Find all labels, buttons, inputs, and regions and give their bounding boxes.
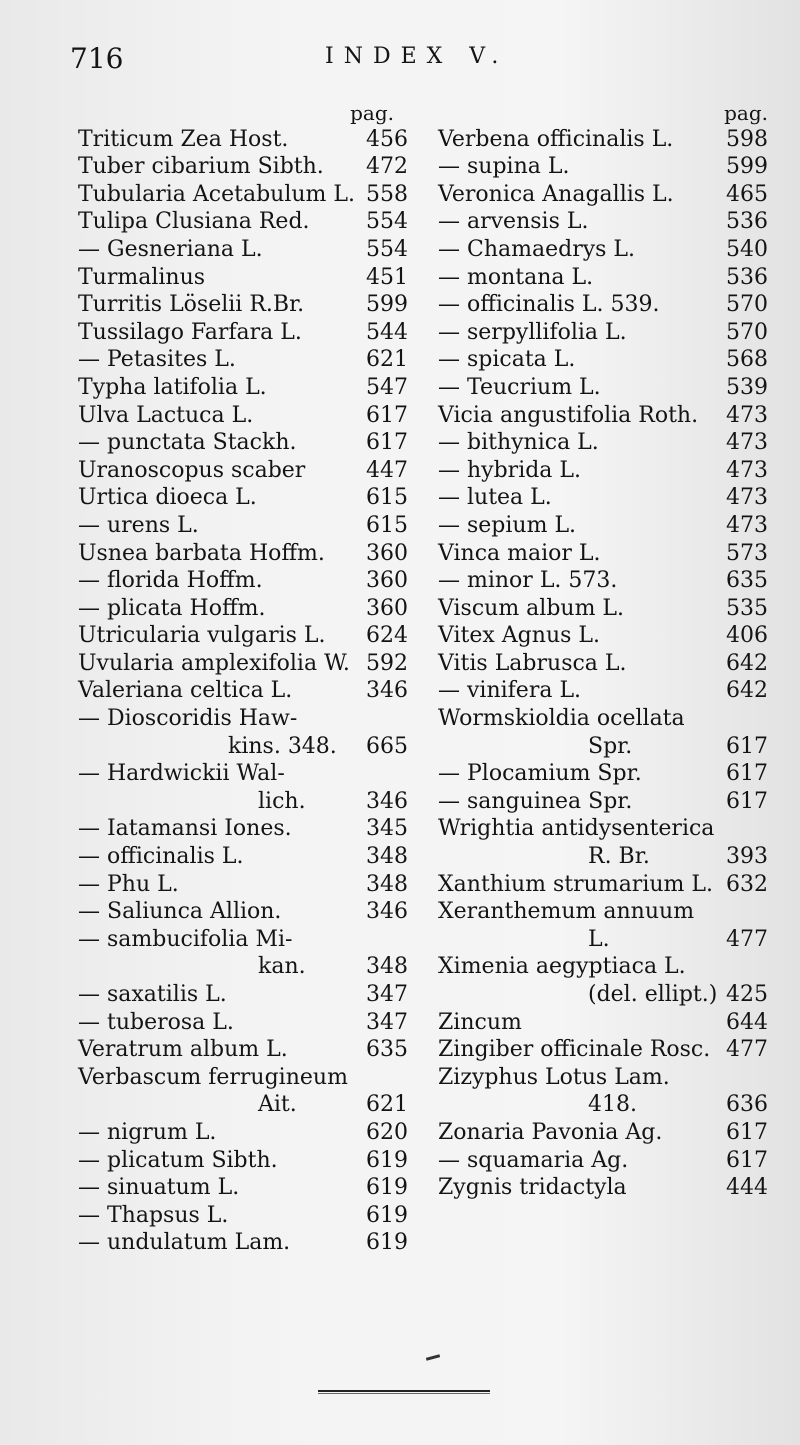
entry-name: — squamaria Ag. <box>438 1147 629 1173</box>
entry-name: — saxatilis L. <box>78 982 227 1007</box>
entry-page: 615 <box>366 485 408 511</box>
index-entry <box>438 402 768 430</box>
entry-name: Wormskioldia ocellata <box>438 706 685 732</box>
entry-page: 406 <box>726 623 768 649</box>
entry-page: 599 <box>366 292 408 318</box>
entry-page: 665 <box>366 733 408 759</box>
entry-page: 617 <box>726 788 768 814</box>
pag-label-left: pag. <box>350 101 394 125</box>
entry-name: — Hardwickii Wal- <box>78 761 285 787</box>
entry-page: 473 <box>726 457 768 483</box>
index-entry <box>438 1174 768 1202</box>
entry-name: R. Br. <box>588 844 650 870</box>
entry-page: 635 <box>726 568 768 594</box>
ink-mark <box>426 1354 440 1361</box>
entry-name: Urtica dioeca L. <box>78 485 257 511</box>
entry-name: Verbascum ferrugineum <box>78 1064 348 1090</box>
entry-page: 346 <box>366 788 408 814</box>
index-entry <box>438 484 768 512</box>
entry-name: — arvensis L. <box>438 209 589 235</box>
index-entry <box>78 595 408 623</box>
pag-label-right: pag. <box>724 101 768 125</box>
index-entry <box>78 567 408 595</box>
index-entry <box>78 540 408 568</box>
entry-name: — vinifera L. <box>438 678 582 704</box>
entry-page: 536 <box>726 264 768 290</box>
entry-name: Xeranthemum annuum <box>438 899 695 925</box>
entry-page: 635 <box>366 1037 408 1063</box>
index-entry <box>78 650 408 678</box>
entry-name: — urens L. <box>78 512 199 538</box>
entry-name: — supina L. <box>438 154 570 180</box>
entry-name: Tussilago Farfara L. <box>78 319 302 345</box>
entry-name: — Teucrium L. <box>438 374 601 400</box>
entry-page: 547 <box>366 374 408 400</box>
index-entry <box>438 1036 768 1064</box>
entry-name: — sinuatum L. <box>78 1175 240 1201</box>
index-entry <box>438 622 768 650</box>
entry-name: — sambucifolia Mi- <box>78 926 293 952</box>
index-entry <box>78 236 408 264</box>
index-entry <box>438 346 768 374</box>
entry-name: L. <box>588 926 610 952</box>
entry-name: Zincum <box>438 1009 522 1035</box>
entry-name: Vinca maior L. <box>438 540 601 566</box>
index-column-right <box>438 98 768 1202</box>
index-entry <box>78 981 408 1009</box>
page-number: 716 <box>70 42 124 75</box>
entry-name: Valeriana celtica L. <box>78 678 293 704</box>
index-entry <box>438 457 768 485</box>
index-entry <box>78 264 408 292</box>
entry-page: 473 <box>726 430 768 456</box>
right-entries <box>438 126 768 1202</box>
index-entry <box>78 208 408 236</box>
index-entry <box>438 540 768 568</box>
entry-page: 360 <box>366 568 408 594</box>
entry-page: 472 <box>366 154 408 180</box>
entry-name: Zonaria Pavonia Ag. <box>438 1119 663 1145</box>
index-entry <box>78 291 408 319</box>
entry-page: 644 <box>726 1009 768 1035</box>
entry-name: Tulipa Clusiana Red. <box>78 209 310 235</box>
index-entry <box>78 429 408 457</box>
entry-name: Turritis Löselii R.Br. <box>78 292 305 318</box>
entry-page: 619 <box>366 1147 408 1173</box>
entry-page: 617 <box>366 430 408 456</box>
entry-page: 348 <box>366 954 408 980</box>
entry-page: 617 <box>726 761 768 787</box>
index-entry <box>78 1174 408 1202</box>
entry-name: — minor L. 573. <box>438 568 618 594</box>
index-entry <box>438 1064 768 1092</box>
index-entry <box>78 126 408 154</box>
entry-name: Tuber cibarium Sibth. <box>78 154 324 180</box>
entry-name: kan. <box>258 954 306 980</box>
entry-page: 393 <box>726 844 768 870</box>
entry-page: 345 <box>366 816 408 842</box>
entry-page: 619 <box>366 1230 408 1256</box>
entry-name: Utricularia vulgaris L. <box>78 623 326 649</box>
index-entry <box>78 181 408 209</box>
index-entry <box>78 1064 408 1092</box>
index-entry <box>78 1119 408 1147</box>
index-entry <box>78 402 408 430</box>
entry-name: (del. ellipt.) <box>588 982 718 1007</box>
entry-page: 539 <box>726 374 768 400</box>
index-entry <box>438 705 768 733</box>
closing-rule-shadow <box>318 1393 490 1394</box>
entry-page: 624 <box>366 623 408 649</box>
entry-page: 544 <box>366 319 408 345</box>
entry-name: — undulatum Lam. <box>78 1230 291 1256</box>
entry-name: — sanguinea Spr. <box>438 788 633 814</box>
entry-page: 636 <box>726 1092 768 1118</box>
entry-name: Zingiber officinale Rosc. <box>438 1037 711 1063</box>
index-entry <box>78 512 408 540</box>
index-entry <box>438 236 768 264</box>
index-entry <box>78 815 408 843</box>
index-entry <box>438 815 768 843</box>
entry-name: — punctata Stackh. <box>78 430 297 456</box>
index-entry <box>78 319 408 347</box>
entry-name: — Phu L. <box>78 871 179 897</box>
index-entry <box>78 677 408 705</box>
entry-name: — nigrum L. <box>78 1119 217 1145</box>
index-entry <box>78 1091 408 1119</box>
entry-name: Xanthium strumarium L. <box>438 871 713 897</box>
entry-name: — florida Hoffm. <box>78 568 263 594</box>
index-entry <box>78 484 408 512</box>
entry-name: Typha latifolia L. <box>78 374 267 400</box>
entry-page: 632 <box>726 871 768 897</box>
index-entry <box>438 1009 768 1037</box>
entry-page: 598 <box>726 126 768 152</box>
entry-name: — Saliunca Allion. <box>78 899 282 925</box>
entry-page: 642 <box>726 678 768 704</box>
index-entry <box>78 346 408 374</box>
entry-page: 621 <box>366 1092 408 1118</box>
entry-name: Zygnis tridactyla <box>438 1175 627 1201</box>
entry-page: 617 <box>726 1147 768 1173</box>
index-entry <box>438 1091 768 1119</box>
index-entry <box>78 926 408 954</box>
index-entry <box>438 733 768 761</box>
entry-page: 642 <box>726 650 768 676</box>
index-entry <box>438 953 768 981</box>
entry-name: Vitis Labrusca L. <box>438 650 627 676</box>
entry-name: — officinalis L. 539. <box>438 292 660 318</box>
entry-page: 347 <box>366 982 408 1007</box>
entry-name: — Thapsus L. <box>78 1202 229 1228</box>
entry-page: 348 <box>366 871 408 897</box>
entry-page: 473 <box>726 512 768 538</box>
index-entry <box>438 319 768 347</box>
index-entry <box>438 567 768 595</box>
entry-page: 554 <box>366 209 408 235</box>
index-entry <box>438 871 768 899</box>
index-entry <box>78 898 408 926</box>
index-entry <box>78 1009 408 1037</box>
entry-page: 540 <box>726 236 768 262</box>
entry-name: — montana L. <box>438 264 594 290</box>
index-entry <box>78 788 408 816</box>
index-entry <box>438 126 768 154</box>
entry-page: 615 <box>366 512 408 538</box>
index-entry <box>78 1036 408 1064</box>
index-entry <box>78 953 408 981</box>
index-entry <box>78 1202 408 1230</box>
entry-name: — Gesneriana L. <box>78 236 263 262</box>
entry-name: lich. <box>258 788 306 814</box>
index-entry <box>78 374 408 402</box>
index-entry <box>438 981 768 1009</box>
entry-name: Uranoscopus scaber <box>78 457 306 483</box>
running-head: INDEX V. <box>325 44 509 69</box>
entry-page: 570 <box>726 319 768 345</box>
entry-page: 444 <box>726 1175 768 1201</box>
entry-name: Usnea barbata Hoffm. <box>78 540 325 566</box>
index-entry <box>438 788 768 816</box>
entry-page: 617 <box>366 402 408 428</box>
entry-name: — Plocamium Spr. <box>438 761 642 787</box>
index-entry <box>438 512 768 540</box>
index-entry <box>438 264 768 292</box>
index-entry <box>438 181 768 209</box>
entry-name: Vitex Agnus L. <box>438 623 600 649</box>
index-entry <box>438 926 768 954</box>
entry-page: 347 <box>366 1009 408 1035</box>
entry-name: Ait. <box>258 1092 297 1118</box>
index-entry <box>438 898 768 926</box>
entry-name: — lutea L. <box>438 485 552 511</box>
entry-page: 568 <box>726 347 768 373</box>
entry-page: 592 <box>366 650 408 676</box>
entry-page: 536 <box>726 209 768 235</box>
index-entry <box>438 208 768 236</box>
entry-name: Spr. <box>588 733 633 759</box>
index-entry <box>78 1229 408 1257</box>
entry-name: — plicatum Sibth. <box>78 1147 278 1173</box>
entry-name: Viscum album L. <box>438 595 625 621</box>
entry-page: 617 <box>726 1119 768 1145</box>
index-entry <box>78 457 408 485</box>
index-entry <box>78 153 408 181</box>
index-entry <box>438 843 768 871</box>
entry-name: — bithynica L. <box>438 430 599 456</box>
entry-page: 619 <box>366 1202 408 1228</box>
index-entry <box>438 677 768 705</box>
entry-page: 619 <box>366 1175 408 1201</box>
entry-page: 456 <box>366 126 408 152</box>
entry-page: 451 <box>366 264 408 290</box>
entry-name: — tuberosa L. <box>78 1009 234 1035</box>
index-entry <box>438 760 768 788</box>
index-entry <box>78 622 408 650</box>
entry-page: 554 <box>366 236 408 262</box>
entry-page: 570 <box>726 292 768 318</box>
index-column-left <box>78 98 408 1257</box>
entry-page: 465 <box>726 181 768 207</box>
index-entry <box>438 291 768 319</box>
entry-page: 477 <box>726 926 768 952</box>
index-entry <box>78 760 408 788</box>
entry-page: 617 <box>726 733 768 759</box>
entry-name: Ximenia aegyptiaca L. <box>438 954 686 980</box>
entry-name: — serpyllifolia L. <box>438 319 627 345</box>
entry-name: Triticum Zea Host. <box>78 126 289 152</box>
entry-name: — officinalis L. <box>78 844 244 870</box>
index-entry <box>78 733 408 761</box>
entry-name: Veronica Anagallis L. <box>438 181 674 207</box>
index-entry <box>438 429 768 457</box>
entry-page: 621 <box>366 347 408 373</box>
index-entry <box>438 153 768 181</box>
entry-name: Uvularia amplexifolia W. <box>78 650 350 676</box>
entry-name: — Dioscoridis Haw- <box>78 706 298 732</box>
entry-page: 360 <box>366 595 408 621</box>
entry-name: Tubularia Acetabulum L. <box>78 181 356 207</box>
entry-page: 447 <box>366 457 408 483</box>
entry-page: 346 <box>366 678 408 704</box>
closing-rule <box>318 1390 490 1392</box>
index-entry <box>438 595 768 623</box>
entry-name: — Chamaedrys L. <box>438 236 636 262</box>
entry-name: — sepium L. <box>438 512 577 538</box>
entry-page: 346 <box>366 899 408 925</box>
entry-name: 418. <box>588 1092 637 1118</box>
left-entries <box>78 126 408 1257</box>
entry-page: 360 <box>366 540 408 566</box>
entry-name: Wrightia antidysenterica <box>438 816 715 842</box>
entry-name: — spicata L. <box>438 347 576 373</box>
entry-page: 348 <box>366 844 408 870</box>
entry-name: Verbena officinalis L. <box>438 126 674 152</box>
index-entry <box>78 705 408 733</box>
index-entry <box>78 871 408 899</box>
entry-name: Vicia angustifolia Roth. <box>438 402 699 428</box>
entry-page: 620 <box>366 1119 408 1145</box>
entry-name: — plicata Hoffm. <box>78 595 266 621</box>
index-entry <box>78 1147 408 1175</box>
entry-page: 599 <box>726 154 768 180</box>
index-entry <box>438 1147 768 1175</box>
entry-name: Veratrum album L. <box>78 1037 288 1063</box>
index-entry <box>78 843 408 871</box>
index-entry <box>438 650 768 678</box>
entry-page: 558 <box>366 181 408 207</box>
entry-name: Ulva Lactuca L. <box>78 402 254 428</box>
entry-page: 473 <box>726 485 768 511</box>
entry-name: kins. 348. <box>228 733 337 759</box>
entry-name: Turmalinus <box>78 264 206 290</box>
entry-name: — Iatamansi Iones. <box>78 816 292 842</box>
entry-page: 477 <box>726 1037 768 1063</box>
entry-name: — Petasites L. <box>78 347 236 373</box>
entry-name: — hybrida L. <box>438 457 582 483</box>
entry-page: 573 <box>726 540 768 566</box>
entry-name: Zizyphus Lotus Lam. <box>438 1064 670 1090</box>
index-entry <box>438 374 768 402</box>
entry-page: 535 <box>726 595 768 621</box>
index-entry <box>438 1119 768 1147</box>
entry-page: 473 <box>726 402 768 428</box>
entry-page: 425 <box>726 982 768 1007</box>
